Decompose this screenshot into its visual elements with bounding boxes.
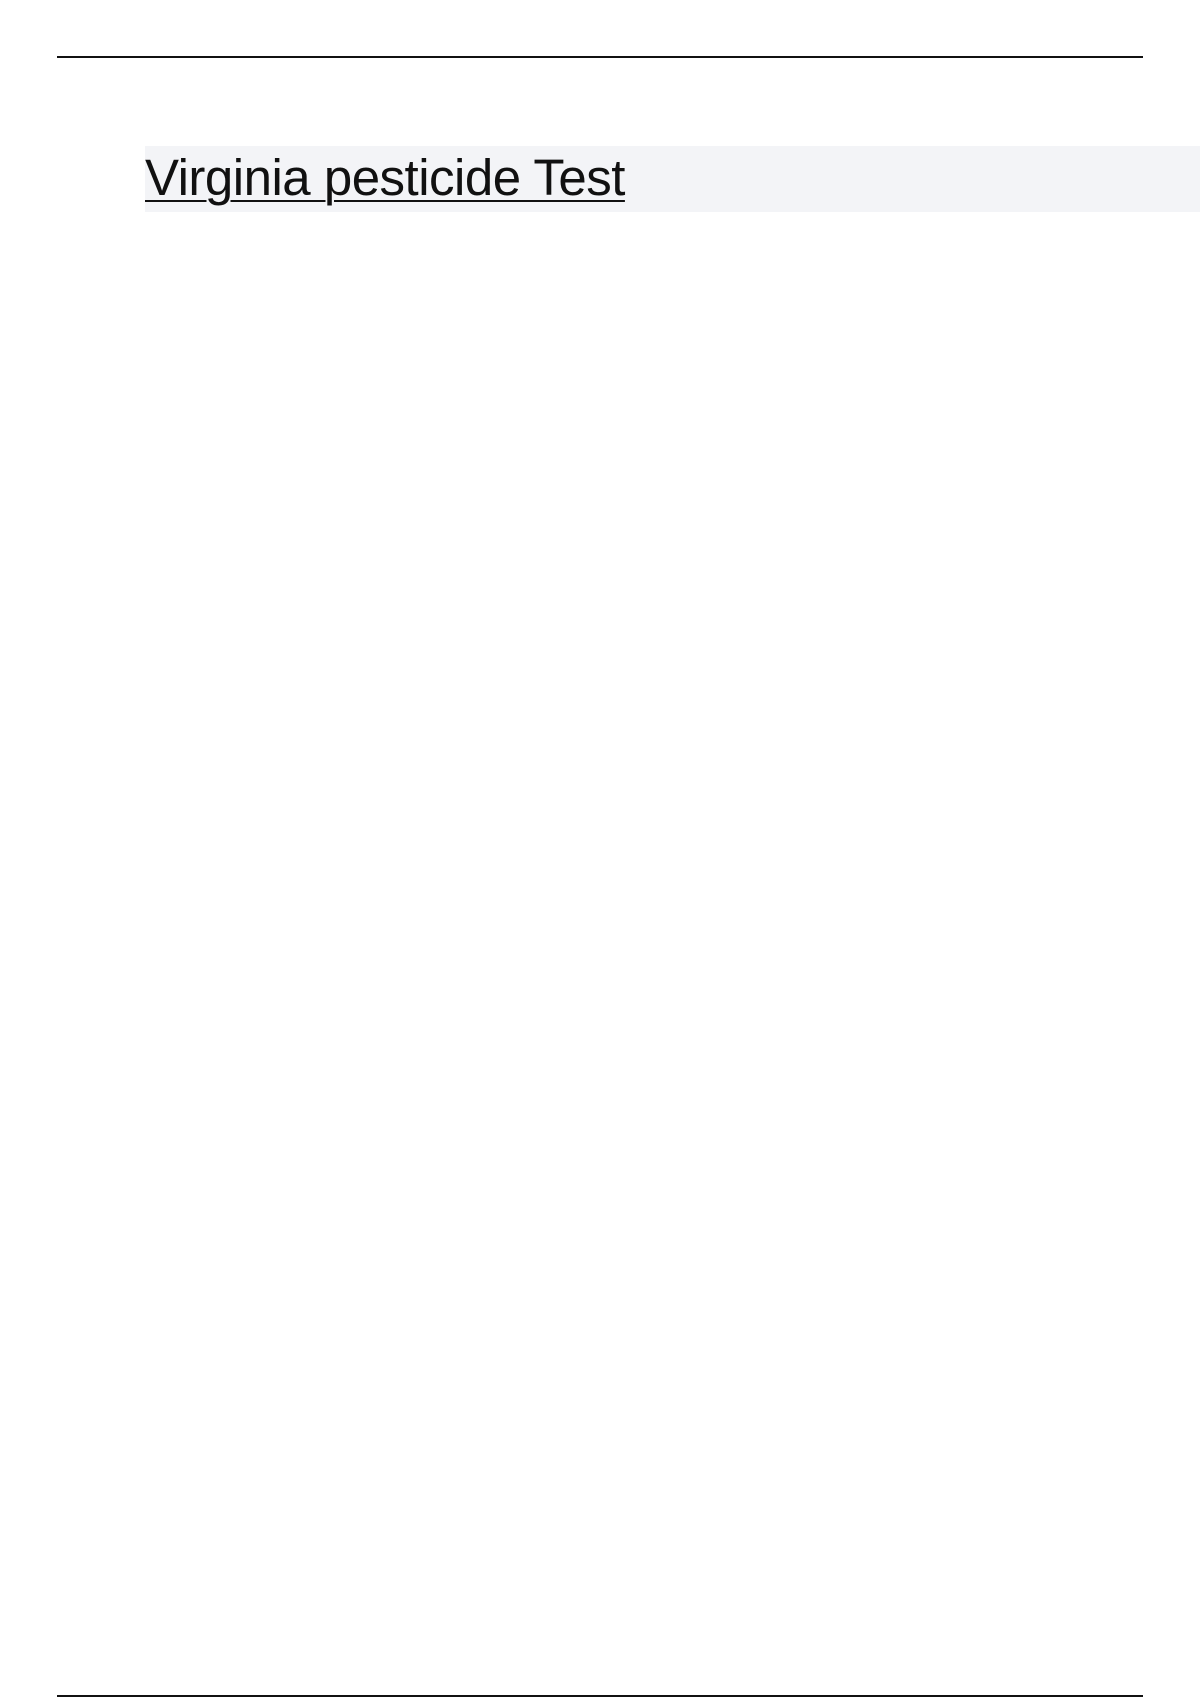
top-rule <box>57 56 1143 58</box>
document-title: Virginia pesticide Test <box>145 149 625 206</box>
bottom-rule <box>57 1695 1143 1697</box>
